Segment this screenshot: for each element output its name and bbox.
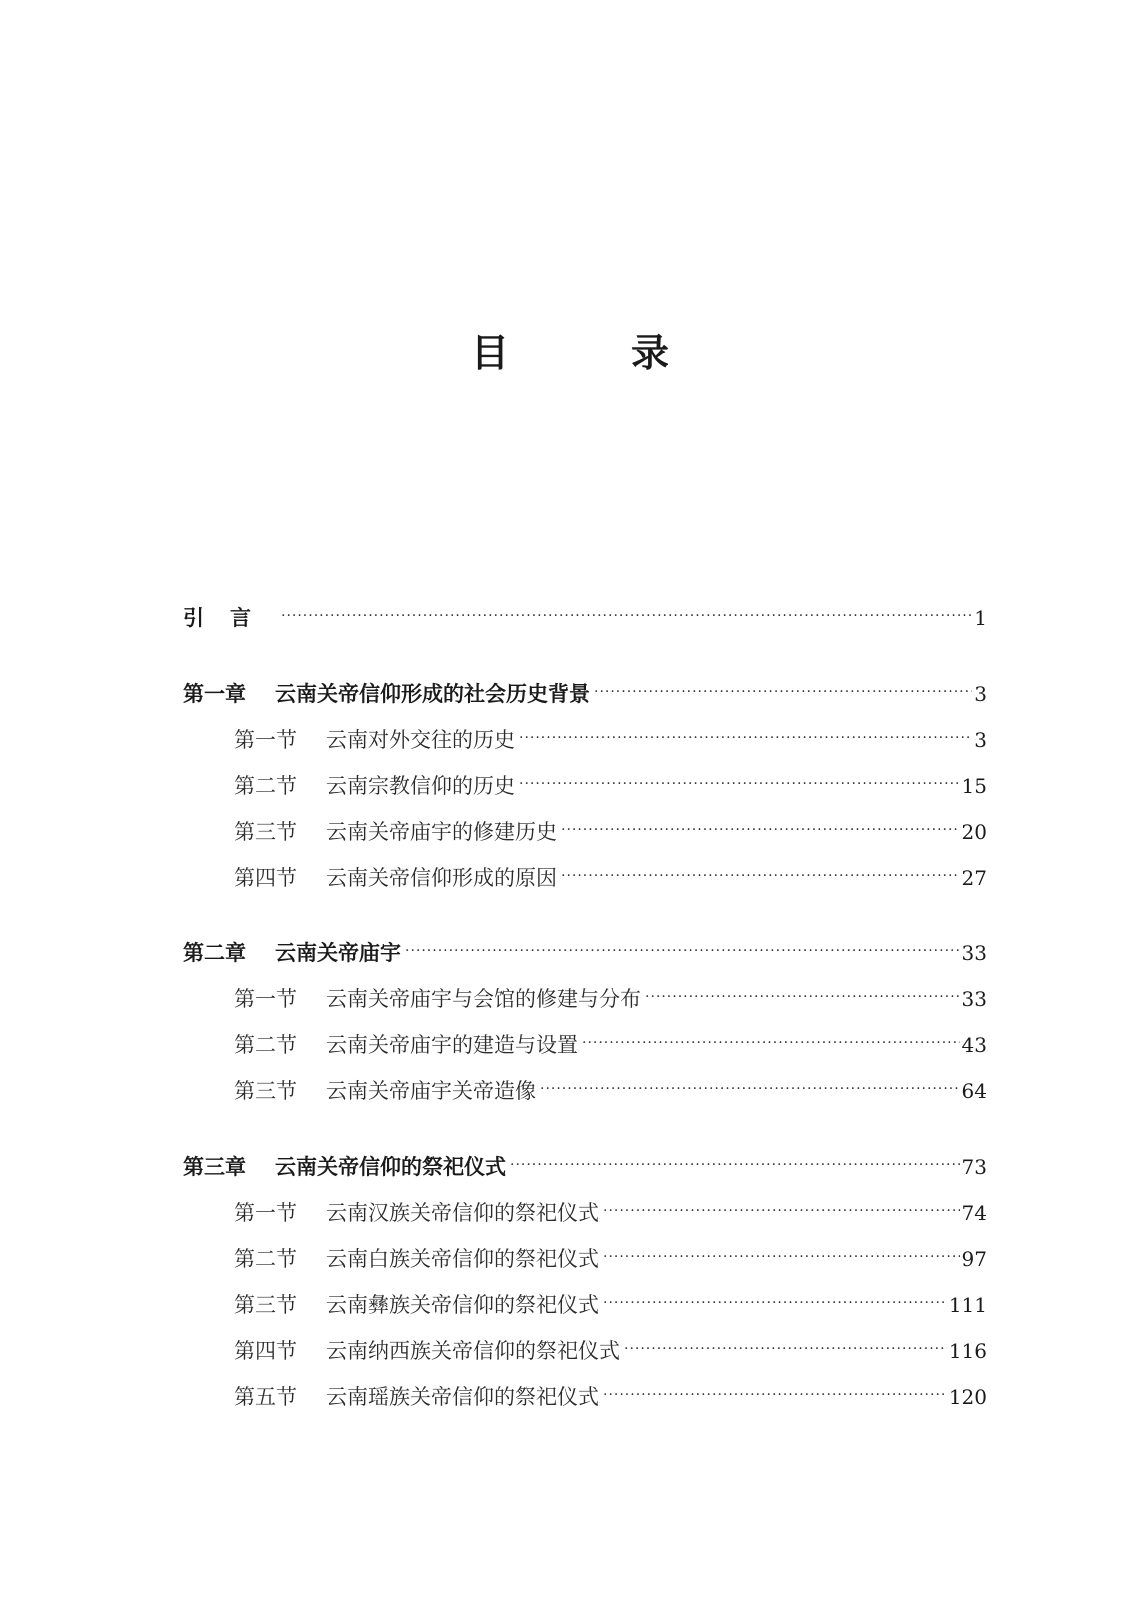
section-label: 第二节 bbox=[234, 774, 297, 798]
section-label: 第三节 bbox=[234, 820, 297, 844]
section-label: 第四节 bbox=[234, 1339, 297, 1363]
toc-entry-section bbox=[234, 1188, 987, 1225]
section-title: 云南宗教信仰的历史 bbox=[326, 774, 515, 798]
toc-entry-section bbox=[234, 761, 987, 798]
section-title: 云南关帝庙宇的建造与设置 bbox=[326, 1033, 578, 1057]
section-title: 云南汉族关帝信仰的祭祀仪式 bbox=[326, 1201, 599, 1225]
section-label: 第三节 bbox=[234, 1079, 297, 1103]
dot-leader bbox=[582, 1020, 960, 1052]
toc-entry-intro bbox=[183, 593, 987, 630]
section-title: 云南关帝庙宇与会馆的修建与分布 bbox=[326, 987, 641, 1011]
dot-leader bbox=[519, 761, 960, 793]
page-number: 120 bbox=[948, 1385, 987, 1409]
dot-leader bbox=[603, 1280, 947, 1312]
dot-leader bbox=[281, 593, 972, 625]
toc-entry-section bbox=[234, 715, 987, 752]
intro-label: 引言 bbox=[183, 606, 277, 630]
section-label: 第二节 bbox=[234, 1247, 297, 1271]
page-number: 27 bbox=[961, 866, 987, 890]
dot-leader bbox=[594, 669, 972, 701]
dot-leader bbox=[540, 1066, 960, 1098]
dot-leader bbox=[519, 715, 972, 747]
toc-entry-chapter bbox=[183, 1142, 987, 1179]
page-number: 116 bbox=[948, 1339, 987, 1363]
dot-leader bbox=[603, 1234, 960, 1266]
section-title: 云南纳西族关帝信仰的祭祀仪式 bbox=[326, 1339, 620, 1363]
section-label: 第一节 bbox=[234, 987, 297, 1011]
page-number: 20 bbox=[961, 820, 987, 844]
page-number: 3 bbox=[974, 728, 987, 752]
toc-entry-chapter bbox=[183, 928, 987, 965]
section-label: 第一节 bbox=[234, 728, 297, 752]
page-number: 33 bbox=[961, 941, 987, 965]
toc-title: 目 录 bbox=[470, 331, 711, 375]
page-number: 74 bbox=[961, 1201, 987, 1225]
section-label: 第三节 bbox=[234, 1293, 297, 1317]
page-number: 1 bbox=[974, 606, 987, 630]
toc-entry-section bbox=[234, 1372, 987, 1409]
toc-entry-section bbox=[234, 1234, 987, 1271]
section-title: 云南对外交往的历史 bbox=[326, 728, 515, 752]
page-number: 73 bbox=[961, 1155, 987, 1179]
chapter-label: 第二章 bbox=[183, 941, 246, 965]
section-label: 第二节 bbox=[234, 1033, 297, 1057]
dot-leader bbox=[561, 807, 960, 839]
dot-leader bbox=[510, 1142, 960, 1174]
toc-entry-chapter bbox=[183, 669, 987, 706]
section-label: 第四节 bbox=[234, 866, 297, 890]
toc-entry-section bbox=[234, 853, 987, 890]
chapter-title: 云南关帝庙宇 bbox=[275, 941, 401, 965]
section-title: 云南关帝庙宇关帝造像 bbox=[326, 1079, 536, 1103]
dot-leader bbox=[561, 853, 960, 885]
toc-entry-section bbox=[234, 1020, 987, 1057]
chapter-label: 第一章 bbox=[183, 682, 246, 706]
page-number: 3 bbox=[974, 682, 987, 706]
section-label: 第五节 bbox=[234, 1385, 297, 1409]
dot-leader bbox=[603, 1188, 960, 1220]
toc-entry-section bbox=[234, 1326, 987, 1363]
page-number: 97 bbox=[961, 1247, 987, 1271]
page-number: 111 bbox=[948, 1293, 987, 1317]
toc-entry-section bbox=[234, 1280, 987, 1317]
page-number: 64 bbox=[961, 1079, 987, 1103]
toc-entry-section bbox=[234, 1066, 987, 1103]
dot-leader bbox=[405, 928, 960, 960]
chapter-title: 云南关帝信仰形成的社会历史背景 bbox=[275, 682, 590, 706]
chapter-title: 云南关帝信仰的祭祀仪式 bbox=[275, 1155, 506, 1179]
section-title: 云南彝族关帝信仰的祭祀仪式 bbox=[326, 1293, 599, 1317]
section-title: 云南关帝信仰形成的原因 bbox=[326, 866, 557, 890]
page-number: 33 bbox=[961, 987, 987, 1011]
toc-entry-section bbox=[234, 974, 987, 1011]
chapter-label: 第三章 bbox=[183, 1155, 246, 1179]
dot-leader bbox=[645, 974, 960, 1006]
section-title: 云南瑶族关帝信仰的祭祀仪式 bbox=[326, 1385, 599, 1409]
page-number: 15 bbox=[961, 774, 987, 798]
dot-leader bbox=[624, 1326, 947, 1358]
section-title: 云南关帝庙宇的修建历史 bbox=[326, 820, 557, 844]
toc-entry-section bbox=[234, 807, 987, 844]
page-number: 43 bbox=[961, 1033, 987, 1057]
section-label: 第一节 bbox=[234, 1201, 297, 1225]
dot-leader bbox=[603, 1372, 947, 1404]
section-title: 云南白族关帝信仰的祭祀仪式 bbox=[326, 1247, 599, 1271]
